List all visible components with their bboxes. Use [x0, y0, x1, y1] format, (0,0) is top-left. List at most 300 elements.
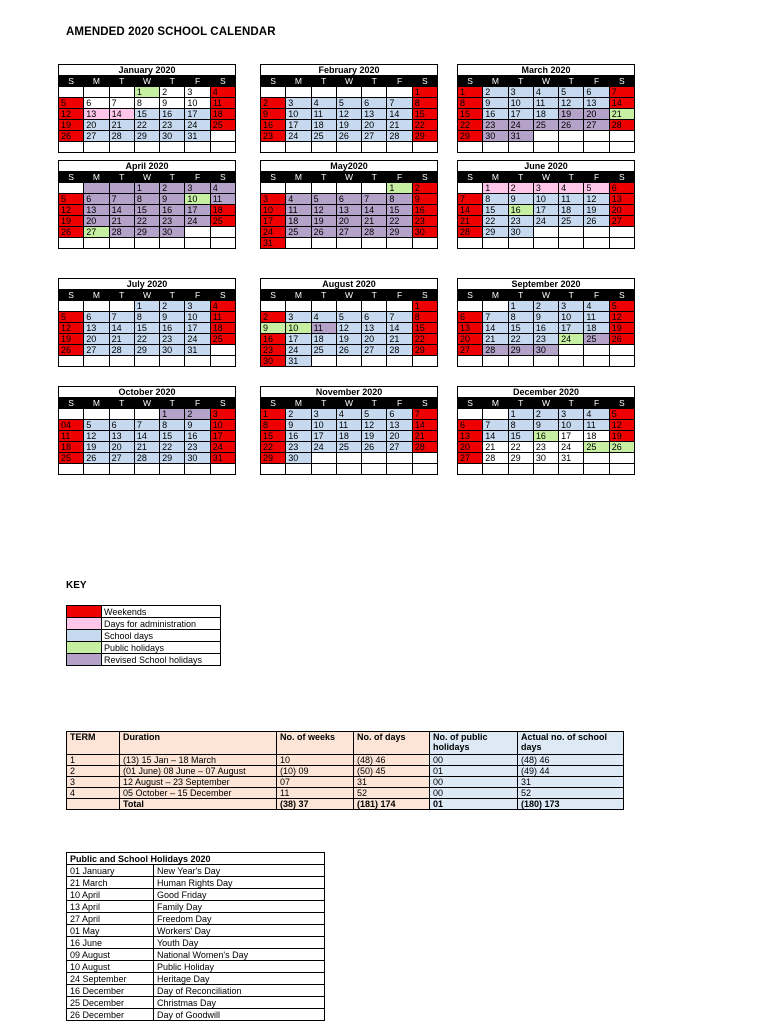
day-cell: 25 — [59, 453, 84, 464]
week-row — [261, 409, 438, 420]
holiday-name: Day of Goodwill — [154, 1009, 325, 1021]
day-cell: 7 — [109, 98, 134, 109]
day-cell: 16 — [412, 205, 437, 216]
week-row — [59, 142, 236, 153]
day-cell: 11 — [559, 194, 584, 205]
day-cell — [458, 142, 483, 153]
terms-cell: 05 October – 15 December — [120, 788, 277, 799]
terms-cell: (13) 15 Jan – 18 March — [120, 755, 277, 766]
week-row — [261, 301, 438, 312]
terms-cell: No. of public holidays — [430, 732, 518, 755]
day-cell — [261, 87, 286, 98]
weekday-header: S — [458, 398, 483, 409]
holiday-date: 09 August — [67, 949, 154, 961]
day-cell — [261, 183, 286, 194]
day-cell: 22 — [412, 120, 437, 131]
day-cell — [559, 345, 584, 356]
month-calendar — [260, 160, 438, 249]
day-cell — [584, 238, 609, 249]
day-cell: 4 — [584, 409, 609, 420]
day-cell: 10 — [311, 420, 336, 431]
week-row — [261, 98, 438, 109]
week-row — [59, 238, 236, 249]
month-table — [58, 289, 236, 367]
weekday-header: F — [185, 398, 210, 409]
weekday-header: S — [609, 290, 634, 301]
weekday-header: F — [584, 398, 609, 409]
week-row — [458, 431, 635, 442]
week-row — [458, 227, 635, 238]
day-cell: 24 — [210, 442, 235, 453]
day-cell — [387, 87, 412, 98]
terms-cell: 52 — [518, 788, 624, 799]
week-row — [59, 464, 236, 475]
day-cell: 25 — [210, 334, 235, 345]
day-cell — [559, 238, 584, 249]
day-cell: 4 — [559, 183, 584, 194]
day-cell: 15 — [261, 431, 286, 442]
day-cell — [412, 142, 437, 153]
month-calendar — [457, 278, 635, 367]
day-cell — [584, 227, 609, 238]
day-cell — [134, 464, 159, 475]
week-row — [458, 356, 635, 367]
day-cell: 18 — [533, 109, 558, 120]
day-cell: 19 — [59, 216, 84, 227]
day-cell — [311, 87, 336, 98]
holiday-row — [67, 913, 325, 925]
day-cell — [609, 238, 634, 249]
day-cell: 5 — [609, 301, 634, 312]
day-cell: 29 — [387, 227, 412, 238]
day-cell: 24 — [185, 216, 210, 227]
day-cell: 22 — [508, 442, 533, 453]
day-cell — [286, 183, 311, 194]
weekday-header: W — [336, 290, 361, 301]
day-cell: 17 — [286, 120, 311, 131]
week-row — [458, 142, 635, 153]
week-row — [59, 409, 236, 420]
holiday-row — [67, 901, 325, 913]
week-row — [458, 442, 635, 453]
day-cell: 9 — [185, 420, 210, 431]
day-cell: 13 — [362, 323, 387, 334]
day-cell: 28 — [387, 131, 412, 142]
day-cell: 15 — [412, 323, 437, 334]
day-cell — [59, 356, 84, 367]
day-cell: 28 — [483, 453, 508, 464]
day-cell: 3 — [559, 301, 584, 312]
day-cell: 18 — [210, 109, 235, 120]
day-cell: 24 — [559, 334, 584, 345]
day-cell: 26 — [559, 120, 584, 131]
day-cell — [483, 409, 508, 420]
week-row — [261, 420, 438, 431]
day-cell: 20 — [84, 120, 109, 131]
terms-cell: Duration — [120, 732, 277, 755]
holiday-row — [67, 997, 325, 1009]
day-cell: 25 — [311, 131, 336, 142]
key-row — [67, 606, 221, 618]
key-label: Weekends — [102, 606, 221, 618]
day-cell: 10 — [559, 312, 584, 323]
month-title: May2020 — [260, 160, 438, 171]
weekday-header: W — [533, 290, 558, 301]
day-cell: 4 — [584, 301, 609, 312]
day-cell: 7 — [134, 420, 159, 431]
day-cell: 5 — [362, 409, 387, 420]
weekday-header: M — [286, 76, 311, 87]
holiday-date: 24 September — [67, 973, 154, 985]
weekday-header: M — [84, 76, 109, 87]
day-cell: 7 — [387, 98, 412, 109]
day-cell: 23 — [533, 334, 558, 345]
day-cell: 30 — [160, 345, 185, 356]
week-row — [261, 345, 438, 356]
day-cell — [185, 238, 210, 249]
week-row — [261, 431, 438, 442]
week-row — [261, 142, 438, 153]
week-row — [458, 194, 635, 205]
day-cell: 11 — [584, 312, 609, 323]
day-cell: 18 — [210, 205, 235, 216]
day-cell: 12 — [362, 420, 387, 431]
day-cell: 6 — [84, 194, 109, 205]
day-cell: 18 — [59, 442, 84, 453]
day-cell: 5 — [559, 87, 584, 98]
day-cell — [311, 301, 336, 312]
day-cell: 24 — [533, 216, 558, 227]
day-cell: 20 — [362, 334, 387, 345]
day-cell: 15 — [134, 323, 159, 334]
holiday-date: 13 April — [67, 901, 154, 913]
weekday-header: S — [59, 76, 84, 87]
day-cell: 4 — [311, 98, 336, 109]
weekday-header: F — [387, 172, 412, 183]
day-cell: 12 — [59, 323, 84, 334]
terms-cell: (01 June) 08 June – 07 August — [120, 766, 277, 777]
day-cell: 23 — [508, 216, 533, 227]
month-table — [457, 171, 635, 249]
day-cell: 20 — [84, 334, 109, 345]
week-row — [59, 205, 236, 216]
day-cell: 3 — [261, 194, 286, 205]
day-cell — [533, 142, 558, 153]
weekday-header: T — [109, 398, 134, 409]
weekday-header: T — [160, 290, 185, 301]
day-cell: 16 — [160, 323, 185, 334]
weekday-header: W — [533, 172, 558, 183]
holiday-name: Good Friday — [154, 889, 325, 901]
day-cell: 29 — [508, 345, 533, 356]
day-cell — [84, 183, 109, 194]
weekday-header: M — [84, 172, 109, 183]
week-row — [458, 323, 635, 334]
day-cell: 24 — [185, 334, 210, 345]
week-row — [261, 87, 438, 98]
key-row — [67, 654, 221, 666]
weekday-header: T — [362, 290, 387, 301]
holiday-date: 27 April — [67, 913, 154, 925]
weekday-header: S — [609, 76, 634, 87]
day-cell — [134, 409, 159, 420]
day-cell: 8 — [160, 420, 185, 431]
month-title: December 2020 — [457, 386, 635, 397]
day-cell — [584, 131, 609, 142]
holiday-name: Family Day — [154, 901, 325, 913]
weekday-header: S — [261, 398, 286, 409]
day-cell — [533, 131, 558, 142]
day-cell: 4 — [286, 194, 311, 205]
month-table — [58, 75, 236, 153]
day-cell: 23 — [261, 131, 286, 142]
terms-cell: 31 — [354, 777, 430, 788]
week-row — [458, 131, 635, 142]
day-cell: 6 — [458, 312, 483, 323]
day-cell: 31 — [185, 345, 210, 356]
day-cell: 1 — [483, 183, 508, 194]
terms-cell: No. of weeks — [277, 732, 354, 755]
month-title: July 2020 — [58, 278, 236, 289]
day-cell: 5 — [59, 98, 84, 109]
day-cell — [559, 464, 584, 475]
day-cell: 19 — [559, 109, 584, 120]
day-cell: 14 — [458, 205, 483, 216]
day-cell — [412, 238, 437, 249]
week-row — [261, 194, 438, 205]
holiday-row — [67, 961, 325, 973]
weekday-header: T — [559, 290, 584, 301]
weekday-header: T — [311, 290, 336, 301]
day-cell — [134, 142, 159, 153]
day-cell — [109, 409, 134, 420]
day-cell: 22 — [160, 442, 185, 453]
terms-cell: 31 — [518, 777, 624, 788]
weekday-header: W — [336, 172, 361, 183]
day-cell: 16 — [286, 431, 311, 442]
day-cell — [286, 301, 311, 312]
weekday-header: T — [311, 398, 336, 409]
weekday-header: S — [261, 290, 286, 301]
day-cell: 7 — [483, 312, 508, 323]
day-cell: 23 — [160, 120, 185, 131]
day-cell: 1 — [387, 183, 412, 194]
week-row — [59, 356, 236, 367]
day-cell: 17 — [261, 216, 286, 227]
day-cell: 27 — [458, 345, 483, 356]
month-calendar — [58, 160, 236, 249]
week-row — [59, 216, 236, 227]
day-cell: 12 — [609, 312, 634, 323]
holiday-name: Freedom Day — [154, 913, 325, 925]
day-cell — [311, 464, 336, 475]
day-cell: 22 — [261, 442, 286, 453]
weekday-header: W — [134, 172, 159, 183]
day-cell: 23 — [261, 345, 286, 356]
terms-cell: 2 — [67, 766, 120, 777]
day-cell: 3 — [185, 301, 210, 312]
terms-cell: No. of days — [354, 732, 430, 755]
month-title: April 2020 — [58, 160, 236, 171]
day-cell: 10 — [185, 312, 210, 323]
day-cell — [210, 227, 235, 238]
day-cell: 14 — [387, 109, 412, 120]
day-cell: 20 — [387, 431, 412, 442]
day-cell: 21 — [109, 334, 134, 345]
day-cell — [584, 356, 609, 367]
day-cell: 2 — [160, 183, 185, 194]
day-cell — [483, 464, 508, 475]
day-cell: 17 — [210, 431, 235, 442]
weekday-header: M — [483, 172, 508, 183]
day-cell — [336, 87, 361, 98]
day-cell: 16 — [533, 323, 558, 334]
day-cell: 3 — [311, 409, 336, 420]
day-cell: 27 — [84, 131, 109, 142]
terms-cell: (48) 46 — [354, 755, 430, 766]
weekday-header: F — [584, 76, 609, 87]
week-row — [59, 453, 236, 464]
holiday-date: 01 January — [67, 865, 154, 877]
day-cell: 10 — [185, 98, 210, 109]
day-cell — [387, 464, 412, 475]
day-cell: 26 — [336, 345, 361, 356]
day-cell: 5 — [584, 183, 609, 194]
day-cell: 6 — [84, 312, 109, 323]
day-cell — [261, 142, 286, 153]
day-cell: 30 — [412, 227, 437, 238]
weekday-header: S — [412, 172, 437, 183]
terms-row — [67, 788, 624, 799]
day-cell: 8 — [483, 194, 508, 205]
day-cell: 16 — [185, 431, 210, 442]
day-cell: 25 — [336, 442, 361, 453]
month-title: June 2020 — [457, 160, 635, 171]
day-cell: 19 — [59, 334, 84, 345]
day-cell — [336, 464, 361, 475]
day-cell: 29 — [412, 345, 437, 356]
day-cell: 3 — [559, 409, 584, 420]
key-swatch — [67, 606, 102, 618]
day-cell — [286, 464, 311, 475]
day-cell: 7 — [109, 194, 134, 205]
weekday-header: T — [160, 398, 185, 409]
day-cell — [609, 356, 634, 367]
day-cell: 13 — [336, 205, 361, 216]
day-cell — [109, 238, 134, 249]
day-cell — [160, 356, 185, 367]
day-cell: 18 — [336, 431, 361, 442]
day-cell: 29 — [483, 227, 508, 238]
month-calendar — [58, 386, 236, 475]
day-cell — [387, 238, 412, 249]
day-cell: 22 — [458, 120, 483, 131]
day-cell — [458, 409, 483, 420]
day-cell: 14 — [609, 98, 634, 109]
weekday-header: T — [311, 172, 336, 183]
weekday-header: T — [362, 398, 387, 409]
day-cell: 8 — [412, 98, 437, 109]
day-cell: 8 — [412, 312, 437, 323]
day-cell: 26 — [336, 131, 361, 142]
month-table — [260, 289, 438, 367]
day-cell: 4 — [210, 183, 235, 194]
day-cell: 9 — [160, 312, 185, 323]
weekday-header: T — [109, 172, 134, 183]
terms-cell: (49) 44 — [518, 766, 624, 777]
weekday-header: S — [210, 290, 235, 301]
day-cell: 23 — [286, 442, 311, 453]
day-cell: 10 — [210, 420, 235, 431]
day-cell: 31 — [286, 356, 311, 367]
day-cell: 6 — [387, 409, 412, 420]
day-cell: 10 — [559, 420, 584, 431]
day-cell: 28 — [109, 227, 134, 238]
terms-row — [67, 732, 624, 755]
weekday-header: S — [261, 76, 286, 87]
day-cell: 27 — [458, 453, 483, 464]
holiday-row — [67, 865, 325, 877]
day-cell: 16 — [261, 120, 286, 131]
weekday-header: T — [160, 172, 185, 183]
day-cell: 9 — [286, 420, 311, 431]
day-cell: 11 — [210, 194, 235, 205]
week-row — [261, 442, 438, 453]
day-cell — [210, 142, 235, 153]
weekday-header: F — [584, 290, 609, 301]
day-cell: 15 — [508, 323, 533, 334]
terms-cell: 12 August – 23 September — [120, 777, 277, 788]
day-cell: 21 — [387, 334, 412, 345]
terms-cell: 11 — [277, 788, 354, 799]
holiday-row — [67, 889, 325, 901]
day-cell: 3 — [185, 87, 210, 98]
month-calendar — [457, 64, 635, 153]
day-cell — [387, 356, 412, 367]
day-cell: 12 — [609, 420, 634, 431]
day-cell — [362, 142, 387, 153]
holiday-row — [67, 937, 325, 949]
day-cell — [210, 345, 235, 356]
day-cell: 13 — [609, 194, 634, 205]
weekday-header: W — [336, 398, 361, 409]
day-cell: 9 — [160, 194, 185, 205]
week-row — [261, 453, 438, 464]
month-table — [58, 397, 236, 475]
day-cell — [109, 87, 134, 98]
day-cell: 9 — [412, 194, 437, 205]
day-cell — [286, 87, 311, 98]
key-swatch — [67, 618, 102, 630]
day-cell: 2 — [286, 409, 311, 420]
terms-cell: 00 — [430, 788, 518, 799]
day-cell: 29 — [508, 453, 533, 464]
day-cell: 11 — [533, 98, 558, 109]
day-cell — [160, 238, 185, 249]
day-cell: 12 — [84, 431, 109, 442]
week-row — [59, 194, 236, 205]
day-cell: 21 — [387, 120, 412, 131]
day-cell: 17 — [559, 323, 584, 334]
day-cell: 8 — [508, 312, 533, 323]
day-cell — [508, 142, 533, 153]
day-cell — [362, 464, 387, 475]
key-swatch — [67, 654, 102, 666]
day-cell — [458, 464, 483, 475]
day-cell — [559, 227, 584, 238]
day-cell: 25 — [210, 216, 235, 227]
day-cell: 2 — [533, 409, 558, 420]
